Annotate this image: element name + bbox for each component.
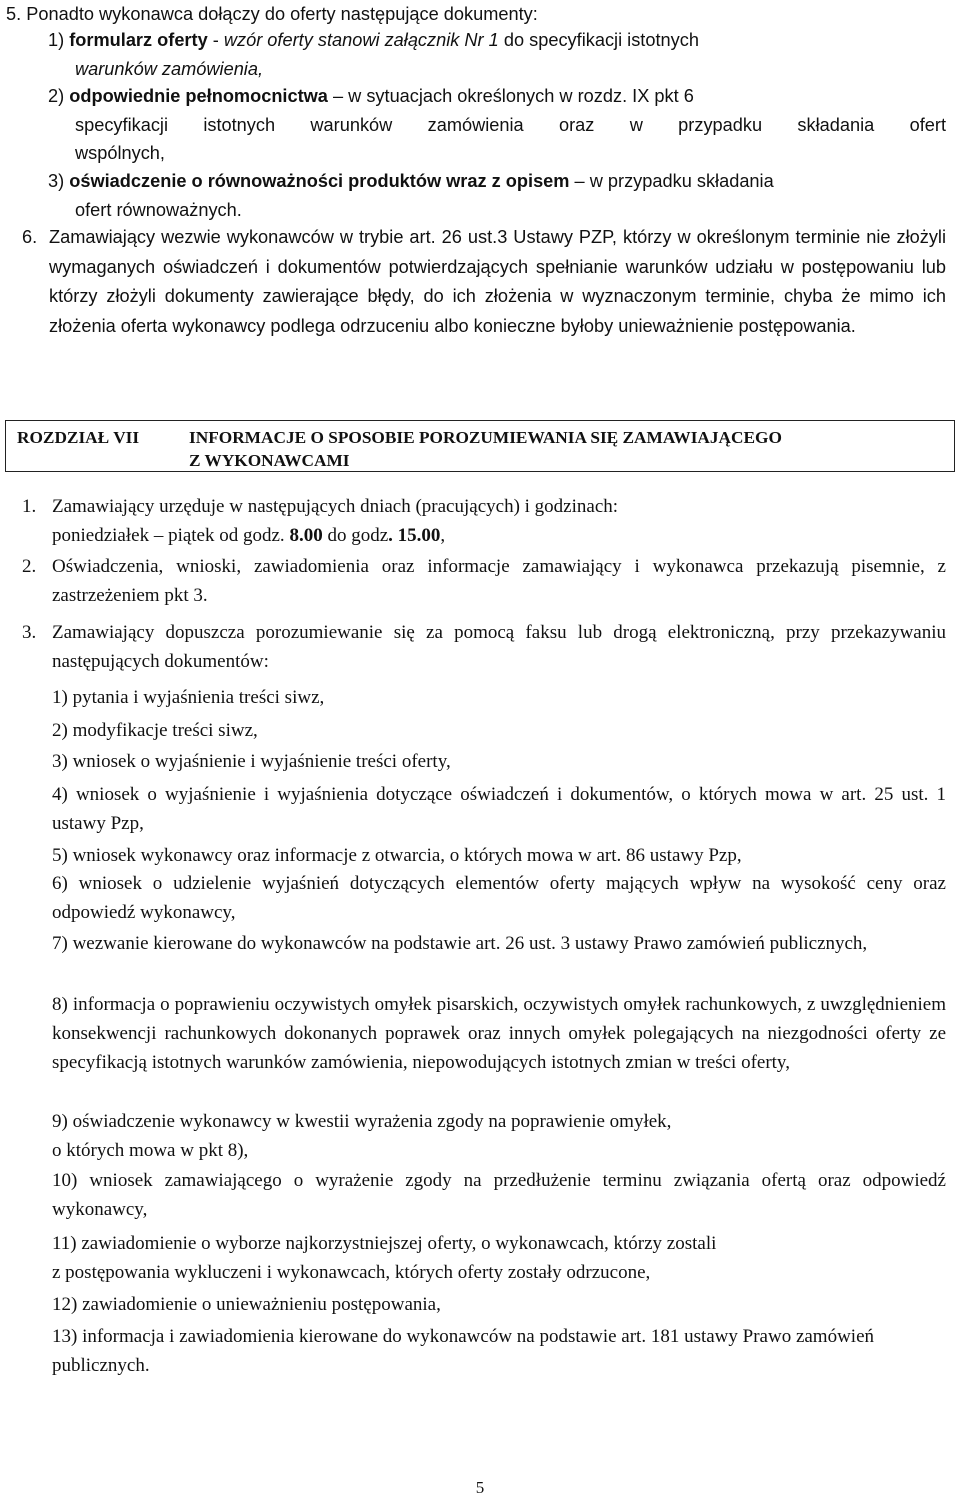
- sub-item-1-number: 1): [48, 30, 65, 50]
- item-1-line2a: poniedziałek – piątek od godz.: [52, 525, 290, 546]
- sub-item-1-rest: do specyfikacji istotnych: [498, 30, 699, 50]
- item-1-time-end: . 15.00: [388, 525, 441, 546]
- list-item-12: 12) zawiadomienie o unieważnieniu postępowania,: [52, 1294, 441, 1315]
- item-2: [22, 552, 946, 610]
- list-item-5: 5) wniosek wykonawcy oraz informacje z otwarcia, o których mowa w art. 86 ustawy Pzp,: [52, 845, 742, 866]
- list-item: [52, 747, 946, 776]
- list-item-4: 4) wniosek o wyjaśnienie i wyjaśnienia dotyczące oświadczeń i dokumentów, o których mowa w art. 25 ust. 1 ustawy Pzp,: [52, 784, 946, 834]
- item-6-text: Zamawiający wezwie wykonawców w trybie art. 26 ust.3 Ustawy PZP, którzy w określonym terminie nie złożyli wymaganych oświadczeń i dokumentów potwierdzających spełnianie warunków udziału w postępowaniu lub którzy złożyli dokumenty zawierające błędy, do ich złożenia w wyznaczonym terminie, chyba że mimo ich złożenia oferta wykonawcy podlega odrzuceniu albo konieczne byłoby unieważnienie postępowania.: [49, 227, 946, 336]
- sub-item-1-continuation: warunków zamówienia,: [75, 59, 264, 79]
- sub-item-2-cont1: [75, 111, 946, 140]
- item-1-line2b: do godz: [322, 525, 389, 546]
- item-5-text: Ponadto wykonawca dołączy do oferty następujące dokumenty:: [26, 4, 538, 24]
- list-item: [52, 716, 946, 745]
- sub-item-1: [48, 26, 946, 84]
- list-item: [52, 780, 946, 838]
- section-label: ROZDZIAŁ VII: [17, 428, 140, 447]
- list-item: [52, 1166, 946, 1224]
- sub-item-2-cont2: [75, 139, 946, 168]
- list-item-6: 6) wniosek o udzielenie wyjaśnień dotyczących elementów oferty mających wpływ na wysokość ceny oraz odpowiedź wykonawcy,: [52, 873, 946, 923]
- page-number: 5: [475, 1478, 485, 1497]
- sub-item-2: [48, 82, 946, 111]
- list-item: [52, 683, 946, 712]
- list-item-11: 11) zawiadomienie o wyborze najkorzystniejszej oferty, o wykonawcach, którzy zostali: [52, 1233, 717, 1254]
- item-2-number: 2.: [22, 556, 37, 577]
- list-item-7: 7) wezwanie kierowane do wykonawców na podstawie art. 26 ust. 3 ustawy Prawo zamówień publicznych,: [52, 933, 868, 954]
- list-item: [52, 990, 946, 1077]
- sub-item-2-number: 2): [48, 86, 65, 106]
- list-item: [52, 1290, 946, 1319]
- sub-item-1-sep: -: [207, 30, 224, 50]
- item-2-text: Oświadczenia, wnioski, zawiadomienia oraz informacje zamawiający i wykonawca przekazują pisemnie, z zastrzeżeniem pkt 3.: [52, 556, 946, 606]
- item-1-line1: Zamawiający urzęduje w następujących dniach (pracujących) i godzinach:: [52, 496, 619, 517]
- list-item-11-cont: z postępowania wykluczeni i wykonawcach, których oferty zostały odrzucone,: [52, 1262, 651, 1283]
- item-6-number: 6.: [22, 227, 38, 247]
- list-item: [52, 869, 946, 927]
- list-item-8: 8) informacja o poprawieniu oczywistych omyłek pisarskich, oczywistych omyłek rachunkowych, z uwzględnieniem konsekwencji rachunkowych dokonanych poprawek oraz innych omyłek polegających na niezgodności oferty ze specyfikacją istotnych warunków zamówienia, niepowodujących istotnych zmian w treści oferty,: [52, 994, 946, 1073]
- item-3-number: 3.: [22, 622, 37, 643]
- item-1-line2: [52, 521, 946, 550]
- list-item: [52, 1322, 946, 1380]
- item-5: [6, 0, 946, 29]
- sub-item-2-cont1-text: specyfikacji istotnych warunków zamówienia oraz w przypadku składania ofert: [75, 115, 946, 135]
- item-1-line2c: ,: [440, 525, 446, 546]
- item-5-number: 5.: [6, 4, 22, 24]
- sub-item-3-number: 3): [48, 171, 65, 191]
- item-3: [22, 618, 946, 676]
- list-item: [52, 1107, 946, 1136]
- item-3-text: Zamawiający dopuszcza porozumiewanie się za pomocą faksu lub drogą elektroniczną, przy przekazywaniu następujących dokumentów:: [52, 622, 946, 672]
- section-header-box: [5, 420, 955, 472]
- list-item: [52, 1258, 946, 1287]
- list-item: [52, 841, 946, 870]
- list-item-13: 13) informacja i zawiadomienia kierowane do wykonawców na podstawie art. 181 ustawy Prawo zamówień publicznych.: [52, 1326, 875, 1376]
- sub-item-3: [48, 167, 946, 196]
- list-item-1: 1) pytania i wyjaśnienia treści siwz,: [52, 687, 325, 708]
- section-title-line1: INFORMACJE O SPOSOBIE POROZUMIEWANIA SIĘ ZAMAWIAJĄCEGO: [189, 428, 782, 447]
- sub-item-2-rest: – w sytuacjach określonych w rozdz. IX pkt 6: [327, 86, 694, 106]
- list-item-2: 2) modyfikacje treści siwz,: [52, 720, 258, 741]
- sub-item-2-bold: odpowiednie pełnomocnictwa: [69, 86, 328, 106]
- item-6: [22, 223, 946, 341]
- item-1-time-start: 8.00: [289, 525, 323, 546]
- item-1-number: 1.: [22, 496, 37, 517]
- list-item: [52, 1229, 946, 1258]
- item-1: [22, 492, 946, 550]
- list-item-10: 10) wniosek zamawiającego o wyrażenie zgody na przedłużenie terminu związania ofertą oraz odpowiedź wykonawcy,: [52, 1170, 946, 1220]
- sub-item-1-italic: wzór oferty stanowi załącznik Nr 1: [223, 30, 499, 50]
- list-item-9: 9) oświadczenie wykonawcy w kwestii wyrażenia zgody na poprawienie omyłek,: [52, 1111, 672, 1132]
- section-title-line2: Z WYKONAWCAMI: [189, 451, 350, 470]
- sub-item-3-cont: [75, 196, 946, 225]
- list-item-3: 3) wniosek o wyjaśnienie i wyjaśnienie treści oferty,: [52, 751, 451, 772]
- sub-item-3-rest: – w przypadku składania: [569, 171, 774, 191]
- sub-item-2-cont2-text: wspólnych,: [75, 143, 165, 163]
- section-title: [189, 426, 929, 472]
- sub-item-3-cont-text: ofert równoważnych.: [75, 200, 242, 220]
- list-item: [52, 929, 946, 958]
- sub-item-1-bold: formularz oferty: [69, 30, 208, 50]
- list-item: [52, 1136, 946, 1165]
- list-item-9-cont: o których mowa w pkt 8),: [52, 1140, 249, 1161]
- sub-item-3-bold: oświadczenie o równoważności produktów wraz z opisem: [69, 171, 570, 191]
